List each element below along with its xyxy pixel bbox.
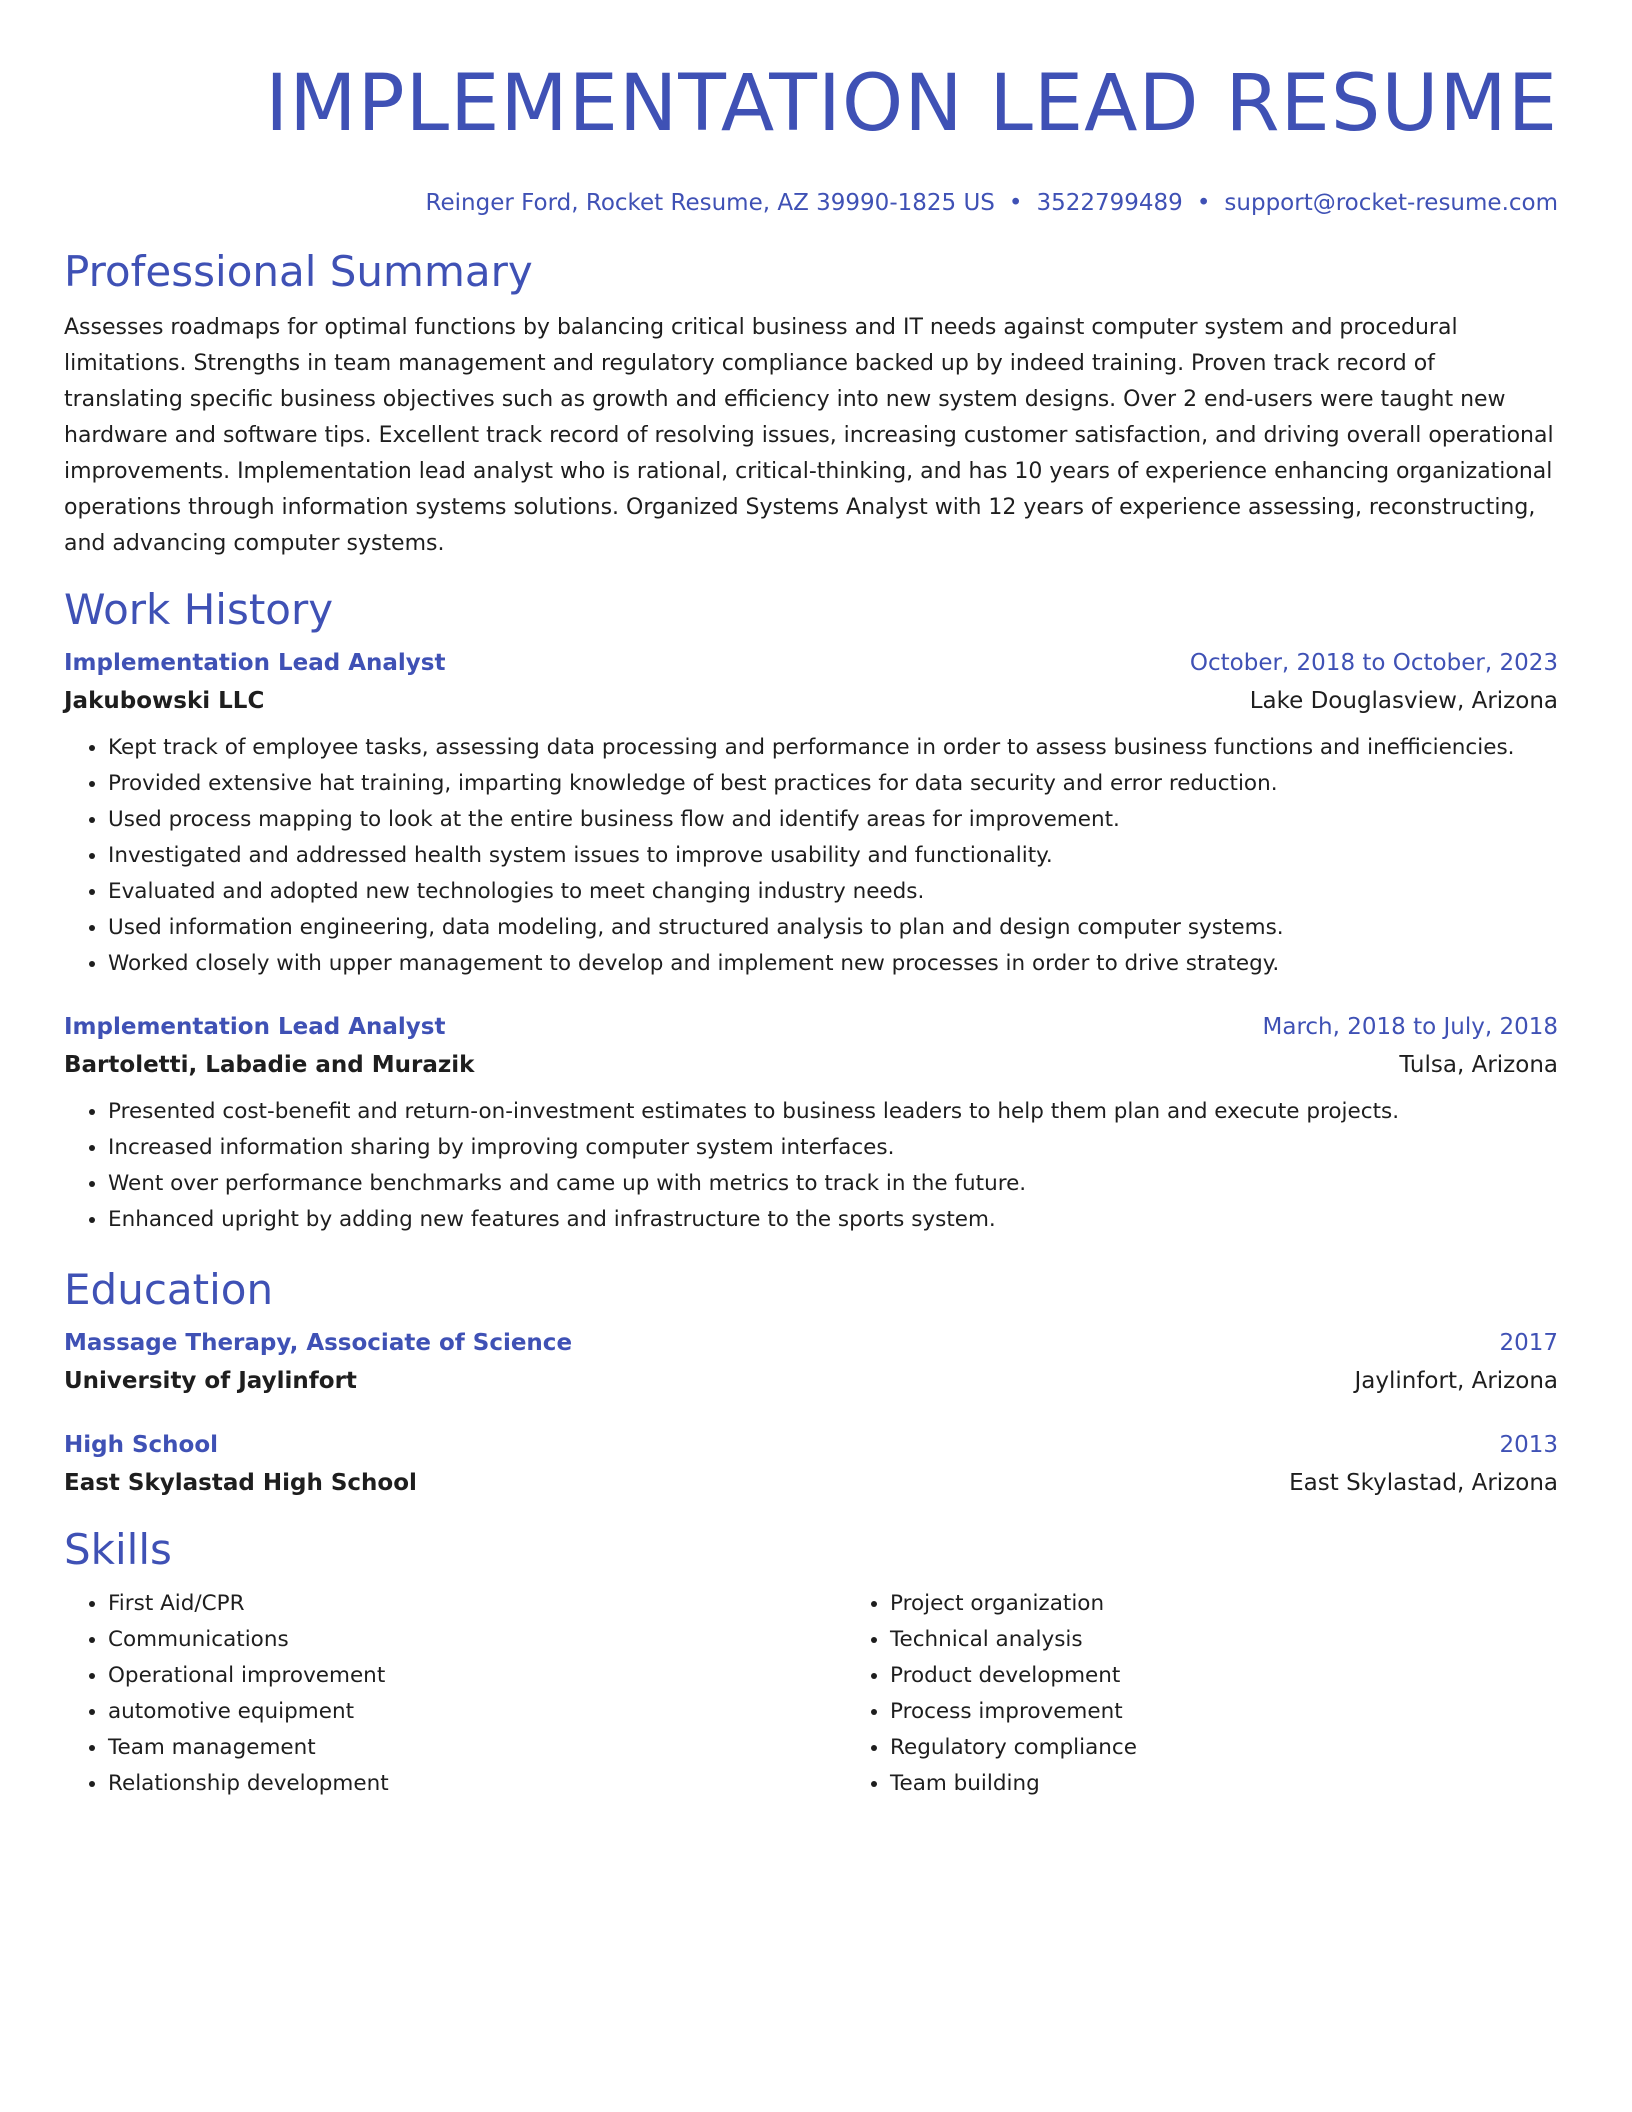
job-bullet: • Increased information sharing by improving computer system interfaces. bbox=[108, 1130, 1558, 1166]
skill-item: • Process improvement bbox=[890, 1694, 1628, 1730]
job-bullets bbox=[64, 1094, 1558, 1238]
contact-separator: • bbox=[1196, 190, 1211, 216]
skill-item: • Product development bbox=[890, 1658, 1628, 1694]
skill-item: • Operational improvement bbox=[108, 1658, 846, 1694]
skill-item: • Relationship development bbox=[108, 1766, 846, 1802]
skills-list-right bbox=[846, 1586, 1628, 1802]
job-bullet: • Evaluated and adopted new technologies to meet changing industry needs. bbox=[108, 874, 1558, 910]
job-entry bbox=[64, 1012, 1558, 1238]
education-location: Jaylinfort, Arizona bbox=[1354, 1368, 1558, 1394]
job-subheader bbox=[64, 686, 1558, 716]
job-bullet: • Enhanced upright by adding new features and infrastructure to the sports system. bbox=[108, 1202, 1558, 1238]
education-header bbox=[64, 1430, 1558, 1460]
job-bullet: • Worked closely with upper management to develop and implement new processes in order to drive strategy. bbox=[108, 946, 1558, 982]
education-location: East Skylastad, Arizona bbox=[1289, 1470, 1558, 1496]
contact-address: Reinger Ford, Rocket Resume, AZ 39990-1825 US bbox=[425, 190, 995, 216]
job-company: Jakubowski LLC bbox=[64, 688, 265, 714]
education-school: University of Jaylinfort bbox=[64, 1368, 357, 1394]
resume-title: IMPLEMENTATION LEAD RESUME bbox=[265, 59, 1558, 149]
job-bullet: • Investigated and addressed health system issues to improve usability and functionality. bbox=[108, 838, 1558, 874]
education-subheader bbox=[64, 1468, 1558, 1498]
job-entry bbox=[64, 648, 1558, 982]
education-degree: High School bbox=[64, 1432, 219, 1458]
education-subheader bbox=[64, 1366, 1558, 1396]
education-entry bbox=[64, 1430, 1558, 1498]
section-heading-work-history: Work History bbox=[64, 585, 334, 634]
summary-text: Assesses roadmaps for optimal functions by balancing critical business and IT needs against computer system and procedural limitations. Strengths in team management and regulatory compliance backed up by indeed training. Proven track record of translating specific business objectives such as growth and efficiency into new system designs. Over 2 end-users were taught new hardware and software tips. Excellent track record of resolving issues, increasing customer satisfaction, and driving overall operational improvements. Implementation lead analyst who is rational, critical-thinking, and has 10 years of experience enhancing organizational operations through information systems solutions. Organized Systems Analyst with 12 years of experience assessing, reconstructing, and advancing computer systems. bbox=[64, 315, 1554, 556]
job-bullet: • Used process mapping to look at the entire business flow and identify areas for improvement. bbox=[108, 802, 1558, 838]
education-year: 2017 bbox=[1499, 1330, 1558, 1356]
job-dates: October, 2018 to October, 2023 bbox=[1189, 650, 1558, 676]
education-header bbox=[64, 1328, 1558, 1358]
contact-email: support@rocket-resume.com bbox=[1224, 190, 1558, 216]
skill-item: • Communications bbox=[108, 1622, 846, 1658]
job-header bbox=[64, 648, 1558, 678]
job-dates: March, 2018 to July, 2018 bbox=[1262, 1014, 1558, 1040]
job-bullets bbox=[64, 730, 1558, 982]
job-location: Lake Douglasview, Arizona bbox=[1249, 688, 1558, 714]
education-year: 2013 bbox=[1499, 1432, 1558, 1458]
job-location: Tulsa, Arizona bbox=[1399, 1052, 1558, 1078]
job-title: Implementation Lead Analyst bbox=[64, 650, 446, 676]
job-title: Implementation Lead Analyst bbox=[64, 1014, 446, 1040]
education-entry bbox=[64, 1328, 1558, 1396]
skill-item: • Team management bbox=[108, 1730, 846, 1766]
section-heading-summary: Professional Summary bbox=[64, 247, 533, 296]
job-subheader bbox=[64, 1050, 1558, 1080]
skill-item: • Technical analysis bbox=[890, 1622, 1628, 1658]
skills-columns bbox=[64, 1586, 1558, 1802]
job-bullet: • Provided extensive hat training, imparting knowledge of best practices for data security and error reduction. bbox=[108, 766, 1558, 802]
job-bullet: • Used information engineering, data modeling, and structured analysis to plan and design computer systems. bbox=[108, 910, 1558, 946]
education-degree: Massage Therapy, Associate of Science bbox=[64, 1330, 573, 1356]
skills-list-left bbox=[64, 1586, 846, 1802]
section-heading-education: Education bbox=[64, 1265, 274, 1314]
job-company: Bartoletti, Labadie and Murazik bbox=[64, 1052, 475, 1078]
job-header bbox=[64, 1012, 1558, 1042]
contact-phone: 3522799489 bbox=[1036, 190, 1183, 216]
job-bullet: • Went over performance benchmarks and came up with metrics to track in the future. bbox=[108, 1166, 1558, 1202]
skill-item: • Team building bbox=[890, 1766, 1628, 1802]
contact-line bbox=[64, 188, 1558, 218]
job-bullet: • Kept track of employee tasks, assessing data processing and performance in order to assess business functions and inefficiencies. bbox=[108, 730, 1558, 766]
skill-item: • automotive equipment bbox=[108, 1694, 846, 1730]
skill-item: • Project organization bbox=[890, 1586, 1628, 1622]
skill-item: • First Aid/CPR bbox=[108, 1586, 846, 1622]
contact-separator: • bbox=[1008, 190, 1023, 216]
education-school: East Skylastad High School bbox=[64, 1470, 417, 1496]
job-bullet: • Presented cost-benefit and return-on-investment estimates to business leaders to help them plan and execute projects. bbox=[108, 1094, 1558, 1130]
resume-page bbox=[64, 0, 1558, 1802]
section-heading-skills: Skills bbox=[64, 1525, 172, 1574]
skill-item: • Regulatory compliance bbox=[890, 1730, 1628, 1766]
